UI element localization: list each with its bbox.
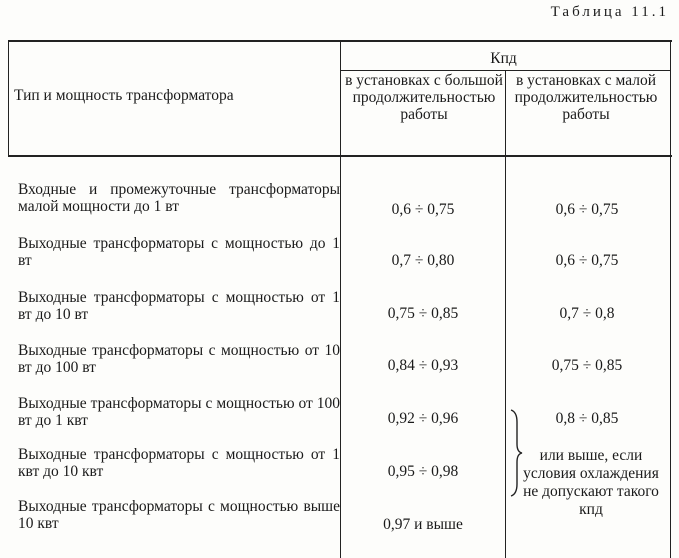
left-border (8, 40, 9, 156)
row-long-value: 0,92 ÷ 0,96 (387, 410, 459, 427)
row-type: Выходные трансформаторы с мощностью выше 10 квт (18, 498, 340, 532)
row-long-value: 0,6 ÷ 0,75 (391, 201, 455, 218)
row-type: Выходные трансформаторы с мощностью от 100 вт до 1 квт (18, 395, 340, 429)
row-long-value: 0,97 и выше (383, 516, 463, 533)
row-short-value: 0,8 ÷ 0,85 (555, 410, 619, 427)
header-long-duration: в установках с большой продолжительностью работы (345, 72, 503, 123)
col-divider-1 (340, 40, 341, 558)
row-short-value: 0,75 ÷ 0,85 (551, 357, 623, 374)
right-border (670, 40, 671, 558)
row-long-value: 0,84 ÷ 0,93 (387, 357, 459, 374)
row-short-value: 0,6 ÷ 0,75 (555, 201, 619, 218)
row-long-value: 0,7 ÷ 0,80 (391, 252, 455, 269)
row-type: Выходные трансформаторы с мощностью от 10 вт до 100 вт (18, 342, 340, 376)
row-type: Выходные трансформаторы с мощностью до 1 вт (18, 235, 340, 269)
row-type: Выходные трансформаторы с мощностью от 1 вт до 10 вт (18, 289, 340, 323)
note-text: или выше, если условия охлаждения не допускают такого кпд (523, 447, 659, 518)
row-type: Выходные трансформаторы с мощностью от 1 квт до 10 квт (18, 446, 340, 480)
row-long-value: 0,95 ÷ 0,98 (387, 463, 459, 480)
header-kpd: Кпд (490, 50, 517, 67)
table-caption: Таблица 11.1 (550, 4, 669, 20)
header-short-duration: в установках с малой продолжительностью работы (514, 72, 658, 123)
row-long-value: 0,75 ÷ 0,85 (387, 305, 459, 322)
row-short-value: 0,6 ÷ 0,75 (555, 252, 619, 269)
header-type: Тип и мощность трансформатора (14, 87, 234, 104)
row-short-value: 0,7 ÷ 0,8 (559, 305, 615, 322)
row-type: Входные и промежуточные трансформаторы малой мощности до 1 вт (18, 181, 340, 215)
